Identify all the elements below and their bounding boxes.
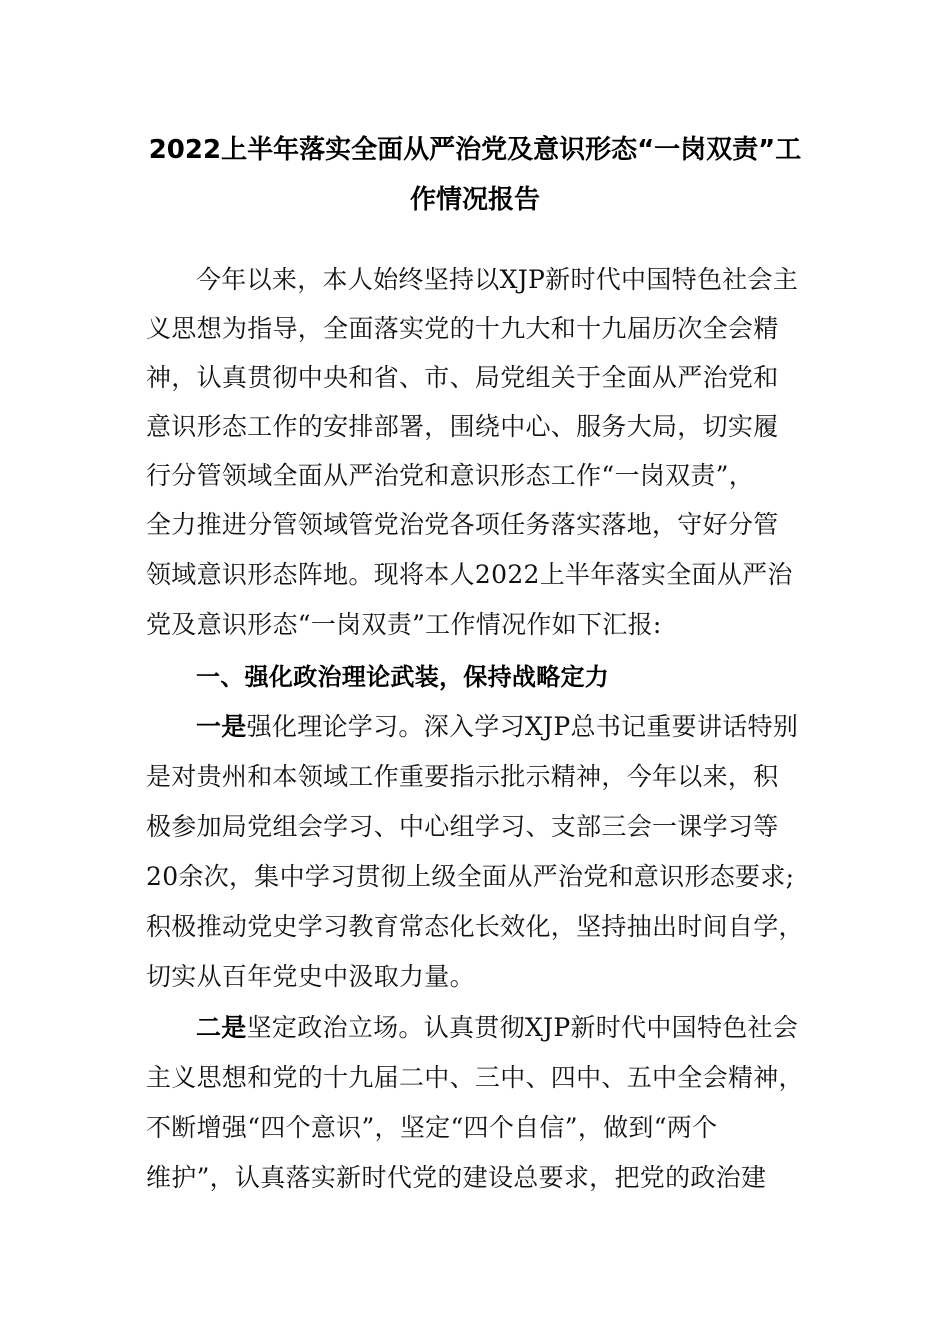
point-1-line: 是对贵州和本领域工作重要指示批示精神，今年以来，积 [146,762,779,791]
point-1-first-line-text: 强化理论学习。深入学习XJP总书记重要讲话特别 [246,712,799,741]
point-1-line: 积极推动党史学习教育常态化长效化，坚持抽出时间自学， [146,912,804,941]
intro-paragraph-line: 神，认真贯彻中央和省、市、局党组关于全面从严治党和 [146,363,779,392]
point-1-line: 极参加局党组会学习、中心组学习、支部三会一课学习等 [146,812,779,841]
point-2-first-line [196,1012,798,1044]
point-2-line: 主义思想和党的十九届二中、三中、四中、五中全会精神， [146,1063,804,1092]
document-title-line-1: 2022上半年落实全面从严治党及意识形态“一岗双责”工 [148,135,802,165]
point-1-line: 切实从百年党史中汲取力量。 [146,962,475,991]
point-1-first-line [196,711,798,743]
intro-paragraph-line: 领域意识形态阵地。现将本人2022上半年落实全面从严治 [146,560,793,589]
intro-paragraph-line: 义思想为指导，全面落实党的十九大和十九届历次全会精 [146,314,779,343]
intro-paragraph-line: 行分管领域全面从严治党和意识形态工作“一岗双责”， [146,461,755,490]
point-2-lead: 二是 [196,1013,247,1042]
intro-paragraph-line: 今年以来，本人始终坚持以XJP新时代中国特色社会主 [196,265,799,294]
intro-paragraph-line: 全力推进分管领域管党治党各项任务落实落地，守好分管 [146,510,779,539]
point-2-line: 不断增强“四个意识”，坚定“四个自信”，做到“两个 [146,1113,718,1142]
point-1-line: 20余次，集中学习贯彻上级全面从严治党和意识形态要求; [146,862,795,891]
point-2-line: 维护”，认真落实新时代党的建设总要求，把党的政治建 [146,1163,767,1192]
document-title-line-2: 作情况报告 [409,185,540,215]
intro-paragraph-line: 意识形态工作的安排部署，围绕中心、服务大局，切实履 [146,412,779,441]
point-1-lead: 一是 [196,712,247,741]
section-heading-1: 一、强化政治理论武装，保持战略定力 [196,663,610,691]
intro-paragraph-line: 党及意识形态“一岗双责”工作情况作如下汇报: [146,610,662,639]
point-2-first-line-text: 坚定政治立场。认真贯彻XJP新时代中国特色社会 [246,1013,799,1042]
